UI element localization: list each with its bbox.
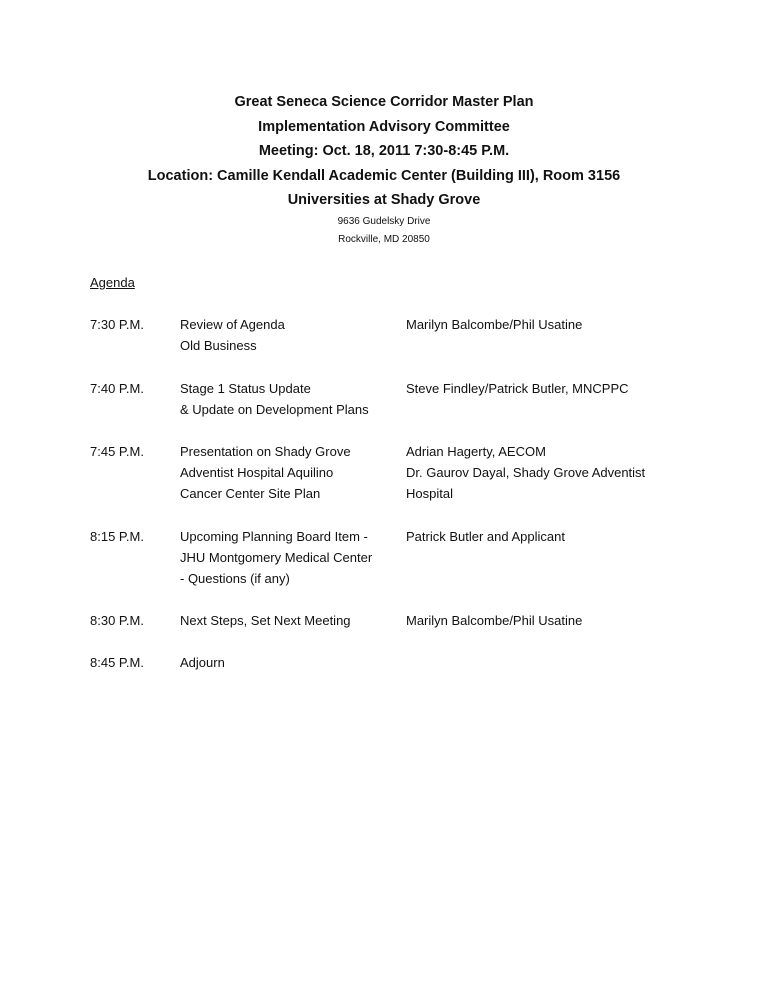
agenda-item-line: Cancer Center Site Plan (180, 486, 321, 501)
header-meeting: Meeting: Oct. 18, 2011 7:30-8:45 P.M. (258, 143, 510, 159)
agenda-item-line: Adventist Hospital Aquilino (180, 465, 334, 480)
header-title: Great Seneca Science Corridor Master Plan (234, 94, 534, 110)
agenda-item-line: Presentation on Shady Grove (180, 444, 351, 459)
agenda-item (180, 378, 402, 420)
agenda-presenter-line: Hospital (406, 486, 453, 501)
agenda-item (180, 610, 402, 631)
agenda-time: 8:15 P.M. (90, 529, 144, 544)
header-venue: Universities at Shady Grove (287, 192, 481, 208)
agenda-item-line: Upcoming Planning Board Item - (180, 529, 368, 544)
header-committee: Implementation Advisory Committee (258, 118, 510, 135)
header-address-city: Rockville, MD 20850 (338, 233, 430, 245)
agenda-item (180, 526, 402, 589)
agenda-presenter-line: Adrian Hagerty, AECOM (406, 444, 546, 459)
header-address-street: 9636 Gudelsky Drive (337, 215, 431, 227)
agenda-item-line: Review of Agenda (180, 317, 285, 332)
agenda-time: 8:30 P.M. (90, 613, 144, 628)
agenda-time: 7:40 P.M. (90, 381, 144, 396)
agenda-item-line: JHU Montgomery Medical Center (180, 550, 373, 565)
header-location: Location: Camille Kendall Academic Center (Building III), Room 3156 (147, 167, 621, 184)
agenda-time: 7:30 P.M. (90, 317, 144, 332)
agenda-item-line: Stage 1 Status Update (180, 381, 311, 396)
agenda-item (180, 652, 402, 673)
agenda-item (180, 314, 402, 356)
agenda-presenter-line: Steve Findley/Patrick Butler, MNCPPC (406, 381, 629, 396)
agenda-presenter-line: Dr. Gaurov Dayal, Shady Grove Adventist (406, 465, 646, 480)
agenda-presenter (406, 610, 706, 631)
agenda-presenter-line: Marilyn Balcombe/Phil Usatine (406, 613, 583, 628)
agenda-time: 7:45 P.M. (90, 444, 144, 459)
agenda-presenter-line: Marilyn Balcombe/Phil Usatine (406, 317, 583, 332)
agenda-item-line: Adjourn (180, 655, 225, 670)
agenda-presenter (406, 441, 706, 504)
agenda-presenter-line: Patrick Butler and Applicant (406, 529, 565, 544)
agenda-item-line: Old Business (180, 338, 257, 353)
agenda-heading: Agenda (90, 275, 135, 290)
agenda-item (180, 441, 402, 504)
agenda-item-line: & Update on Development Plans (180, 402, 369, 417)
agenda-presenter (406, 314, 706, 335)
agenda-item-line: - Questions (if any) (180, 571, 290, 586)
agenda-item-line: Next Steps, Set Next Meeting (180, 613, 351, 628)
agenda-time: 8:45 P.M. (90, 655, 144, 670)
agenda-presenter (406, 378, 706, 399)
agenda-presenter (406, 526, 706, 547)
document-header (0, 90, 768, 249)
